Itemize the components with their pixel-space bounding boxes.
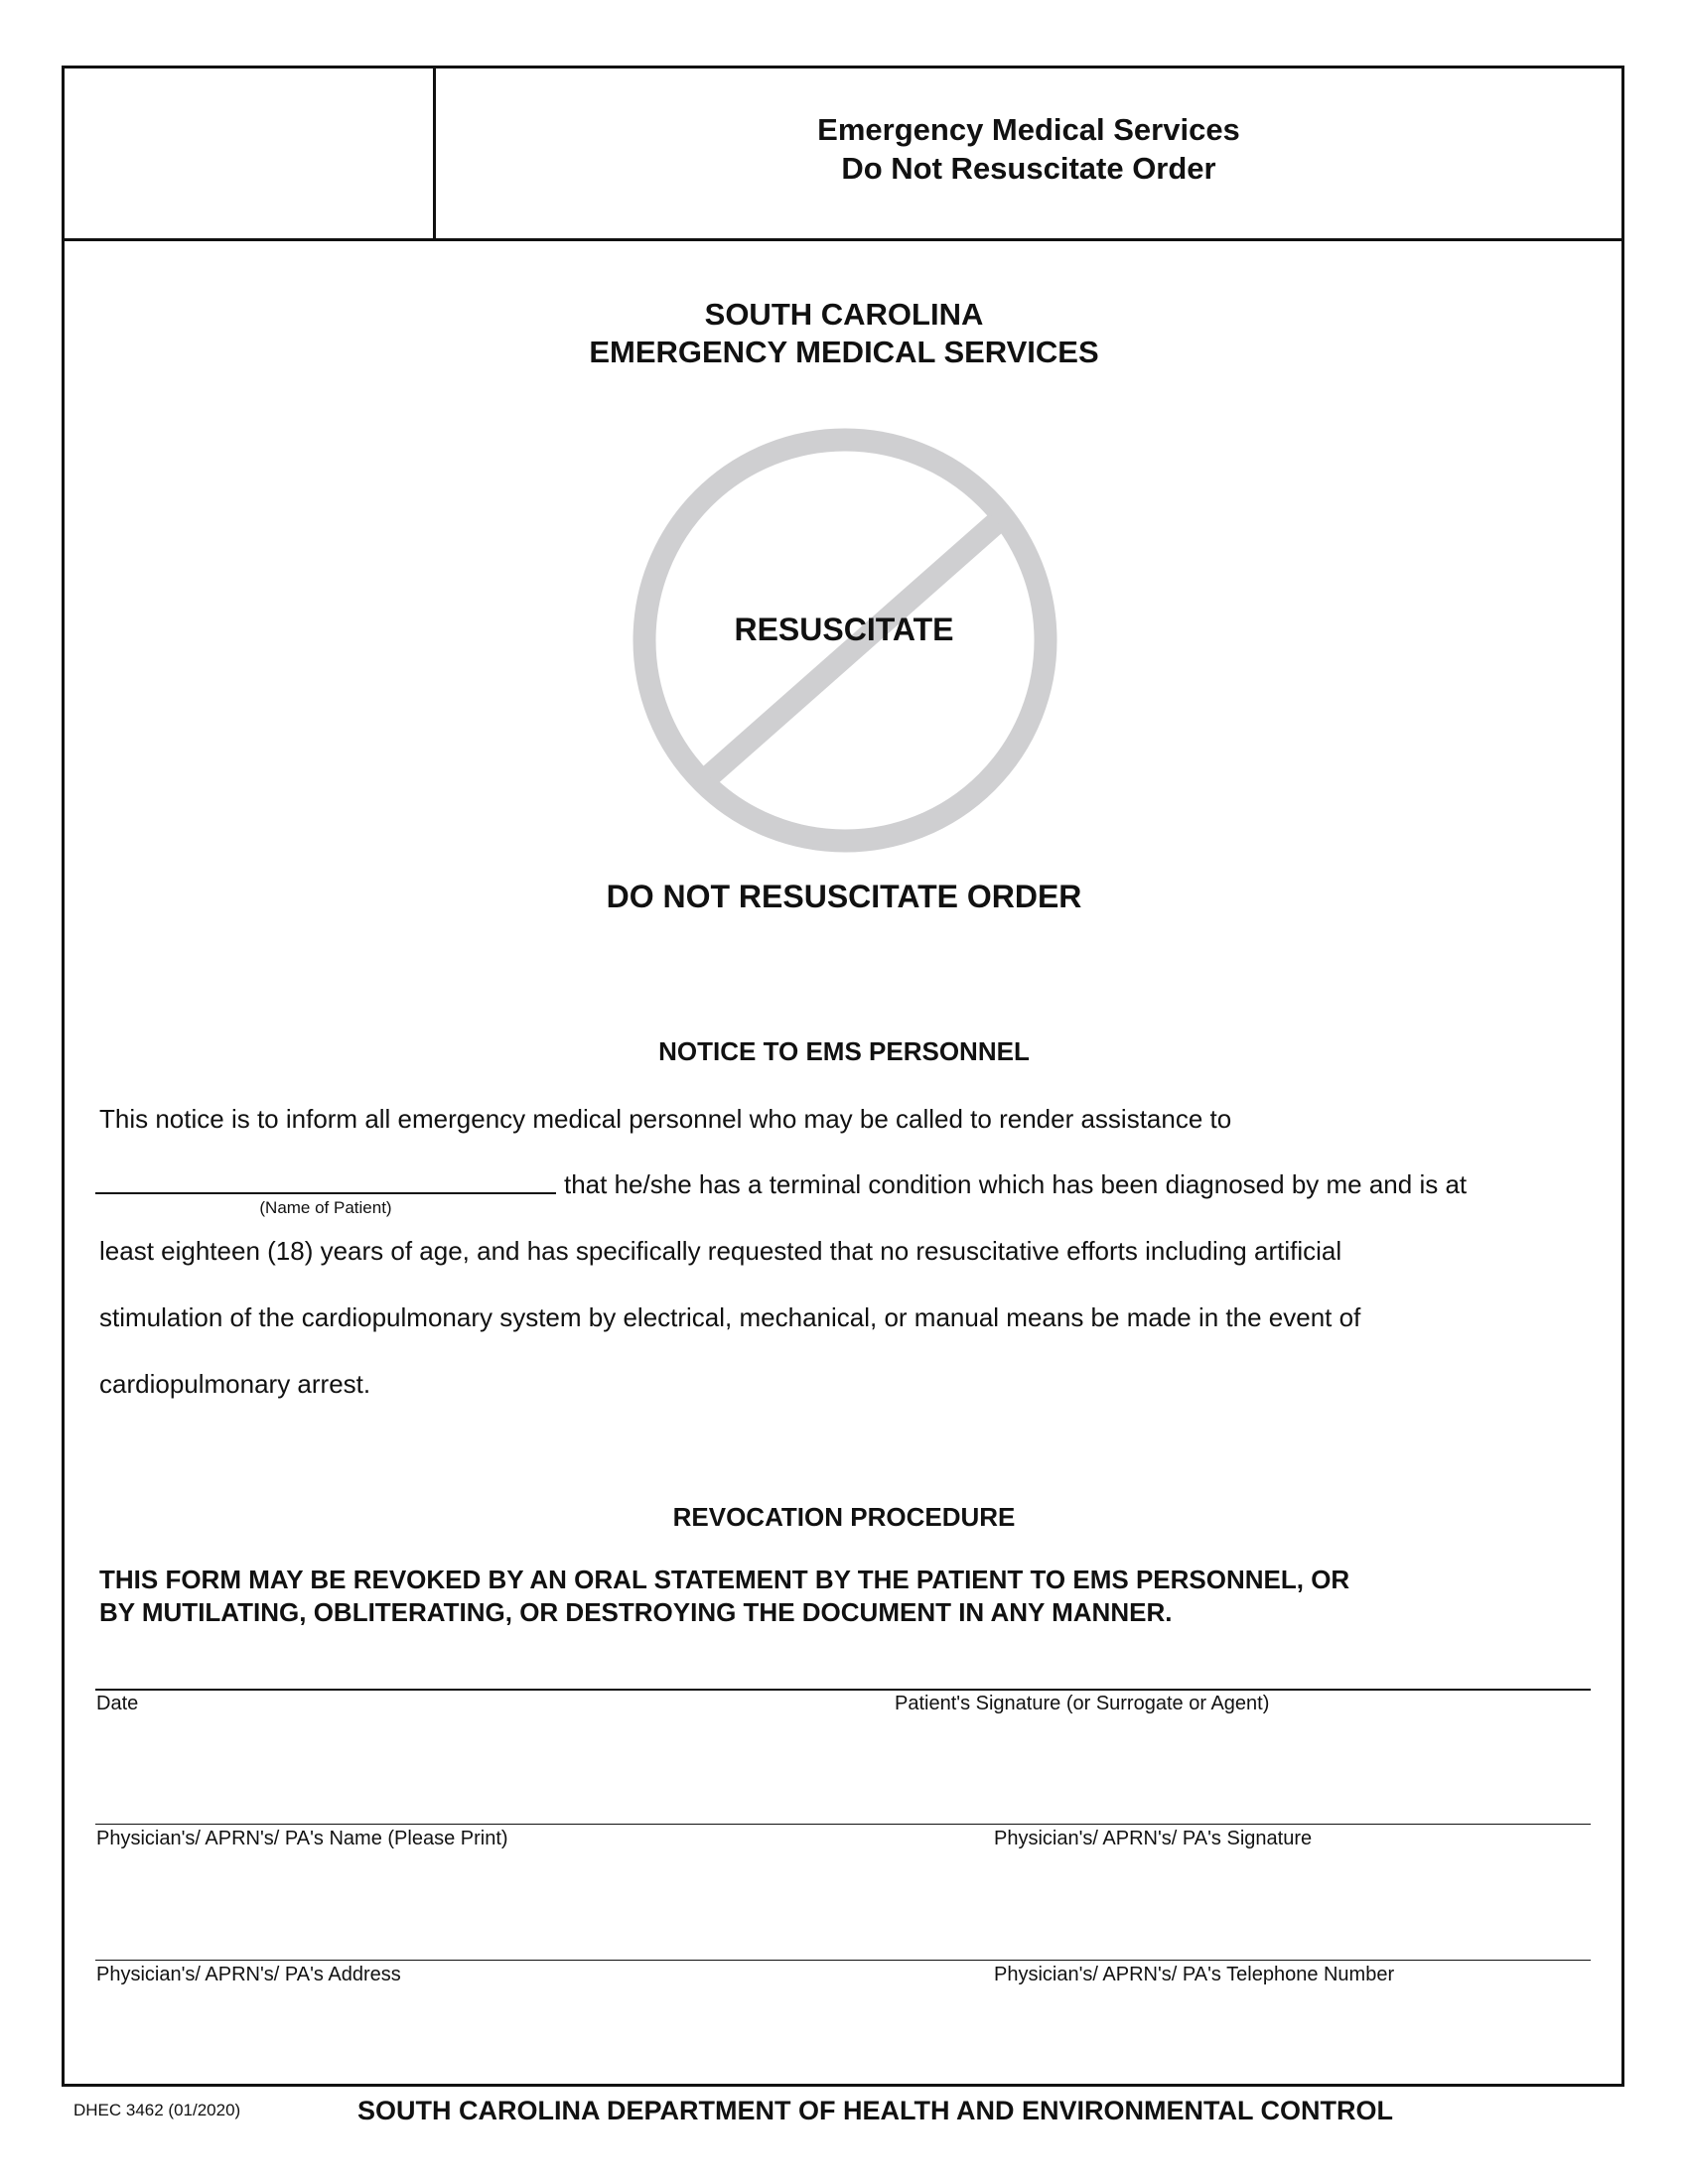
- revocation-line-2: BY MUTILATING, OBLITERATING, OR DESTROYING THE DOCUMENT IN ANY MANNER.: [99, 1597, 1173, 1627]
- revocation-line-1: THIS FORM MAY BE REVOKED BY AN ORAL STATEMENT BY THE PATIENT TO EMS PERSONNEL, OR: [99, 1565, 1350, 1594]
- footer-agency: SOUTH CAROLINA DEPARTMENT OF HEALTH AND ENVIRONMENTAL CONTROL: [357, 2096, 1393, 2125]
- physician-name-label: Physician's/ APRN's/ PA's Name (Please Print): [96, 1828, 508, 1849]
- date-label: Date: [96, 1693, 139, 1714]
- agency-heading-line-1: SOUTH CAROLINA: [704, 297, 984, 332]
- physician-name-signature-line[interactable]: [95, 1824, 1591, 1825]
- prohibition-slash: [709, 522, 997, 776]
- notice-line-5: cardiopulmonary arrest.: [99, 1369, 371, 1399]
- revocation-text: [99, 1564, 1349, 1629]
- notice-line-1: This notice is to inform all emergency medical personnel who may be called to render assistance to: [99, 1104, 1232, 1134]
- form-title: [436, 110, 1621, 188]
- header-blank-cell: [65, 68, 436, 238]
- agency-heading: [0, 296, 1688, 371]
- order-title: DO NOT RESUSCITATE ORDER: [606, 879, 1082, 914]
- date-signature-line[interactable]: [95, 1689, 1591, 1691]
- agency-heading-line-2: EMERGENCY MEDICAL SERVICES: [589, 335, 1099, 369]
- form-title-line-1: Emergency Medical Services: [817, 112, 1240, 147]
- patient-name-field[interactable]: [95, 1192, 556, 1194]
- form-header: [65, 68, 1621, 241]
- physician-address-phone-line[interactable]: [95, 1960, 1591, 1961]
- revocation-heading: REVOCATION PROCEDURE: [672, 1502, 1016, 1532]
- patient-name-caption: (Name of Patient): [259, 1198, 392, 1217]
- physician-address-label: Physician's/ APRN's/ PA's Address: [96, 1964, 401, 1985]
- resuscitate-label: RESUSCITATE: [734, 612, 954, 647]
- patient-signature-label: Patient's Signature (or Surrogate or Agent): [895, 1693, 1270, 1714]
- notice-line-4: stimulation of the cardiopulmonary system by electrical, mechanical, or manual means be made in the event of: [99, 1302, 1361, 1332]
- notice-line-2: that he/she has a terminal condition which has been diagnosed by me and is at: [564, 1169, 1468, 1199]
- form-title-line-2: Do Not Resuscitate Order: [841, 151, 1216, 186]
- notice-line-3: least eighteen (18) years of age, and has specifically requested that no resuscitative efforts including artificial: [99, 1236, 1342, 1266]
- notice-heading: NOTICE TO EMS PERSONNEL: [658, 1036, 1030, 1066]
- form-number: DHEC 3462 (01/2020): [73, 2101, 241, 2119]
- physician-phone-label: Physician's/ APRN's/ PA's Telephone Number: [994, 1964, 1395, 1985]
- physician-signature-label: Physician's/ APRN's/ PA's Signature: [994, 1828, 1313, 1849]
